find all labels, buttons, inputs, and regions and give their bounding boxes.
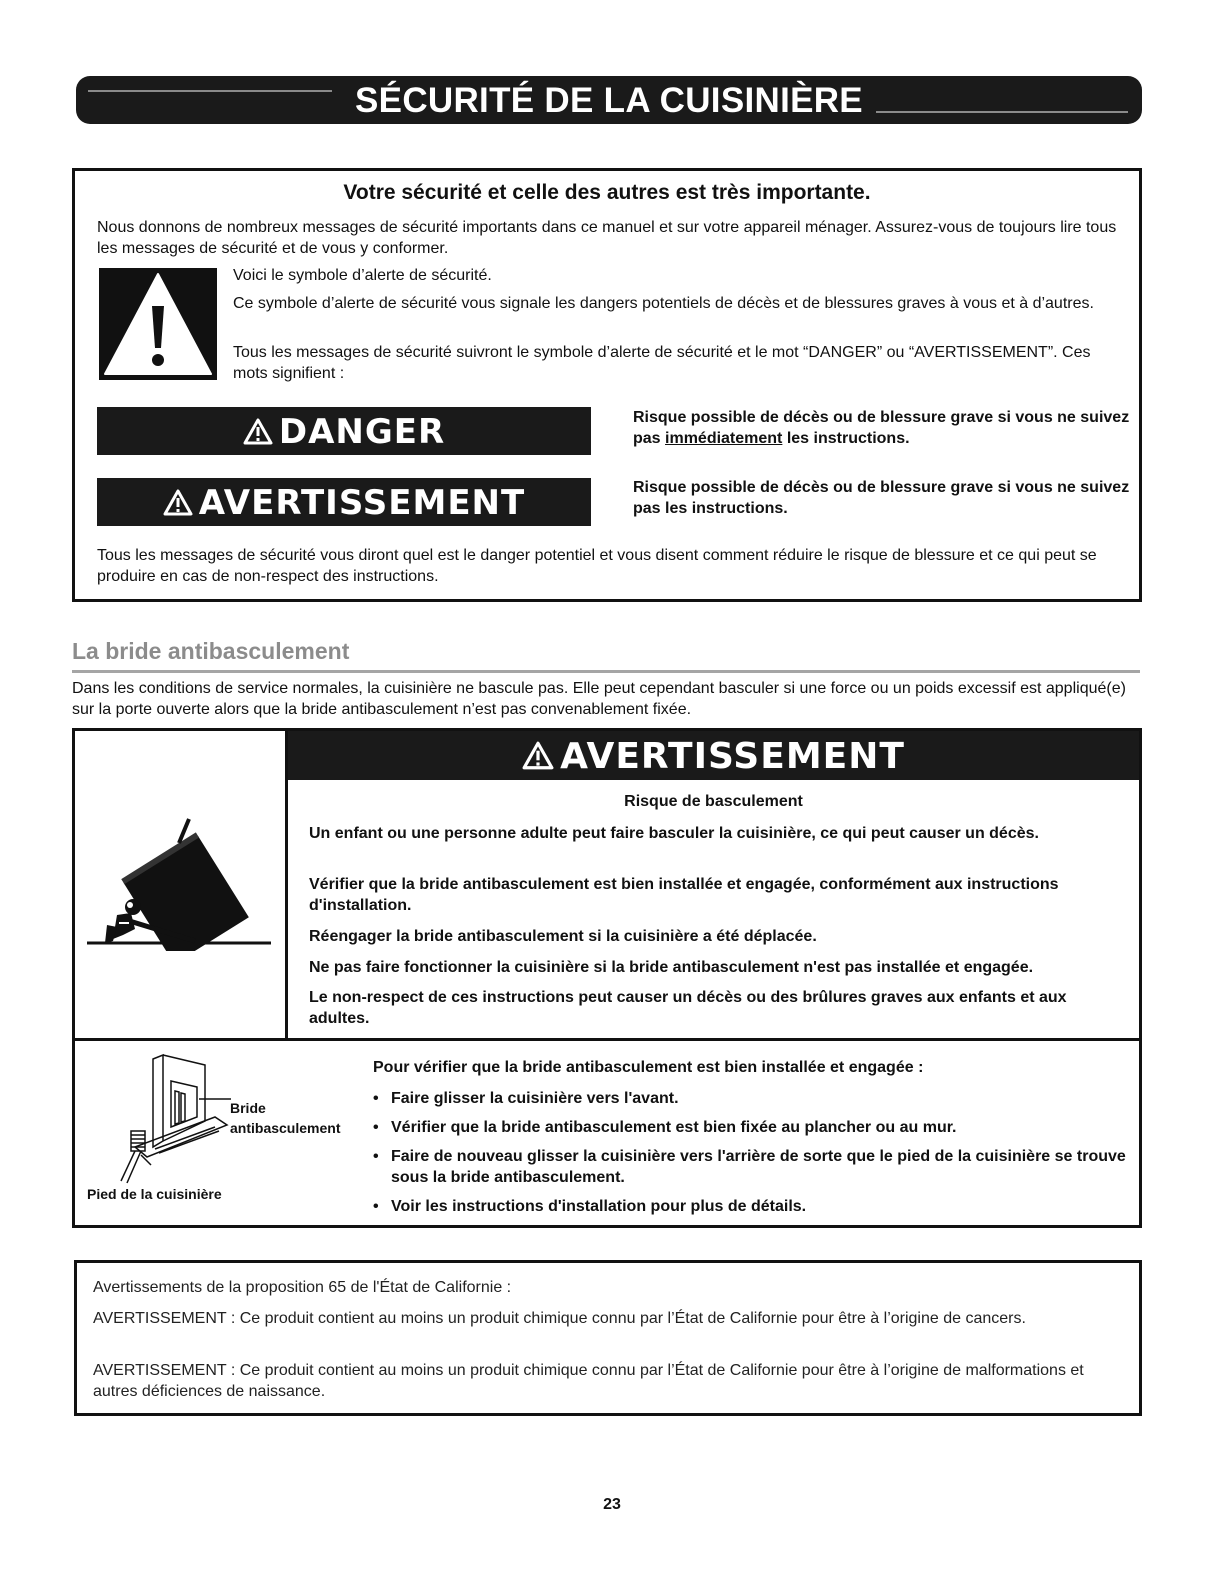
anti-tip-warning-box: [72, 728, 1142, 1228]
section-title: La bride antibasculement: [72, 638, 350, 664]
warning-label: AVERTISSEMENT: [198, 483, 526, 523]
symbol-description-1: Voici le symbole d’alerte de sécurité.: [233, 267, 492, 284]
danger-label: DANGER: [278, 412, 446, 452]
tip-warning-label: AVERTISSEMENT: [560, 736, 905, 777]
danger-signal-bar: [97, 407, 591, 455]
tip-warning-header: [288, 731, 1139, 780]
check-step: [373, 1146, 1151, 1188]
warning-signal-bar: [97, 478, 591, 526]
danger-meaning-emphasis: immédiatement: [665, 430, 783, 447]
page-number: 23: [603, 1496, 621, 1513]
bracket-illustration: [115, 1051, 235, 1194]
warning-line: Vérifier que la bride antibasculement est bien installée et engagée, conformément aux instructions d'installation.: [309, 876, 1059, 914]
warning-line: Un enfant ou une personne adulte peut faire basculer la cuisinière, ce qui peut causer un décès.: [309, 825, 1039, 842]
symbol-description-3: Tous les messages de sécurité suivront le symbole d’alerte de sécurité et le mot “DANGER” ou “AVERTISSEMENT”. Ces mots signifient :: [233, 344, 1091, 382]
check-step-text: Vérifier que la bride antibasculement est bien fixée au plancher ou au mur.: [391, 1119, 957, 1136]
title-banner: [76, 76, 1142, 124]
safety-info-box: [72, 168, 1142, 602]
section-rule: [72, 670, 1140, 673]
bracket-label: [230, 1098, 340, 1138]
bullet: •: [373, 1148, 379, 1165]
check-step-text: Faire glisser la cuisinière vers l'avant.: [391, 1090, 679, 1107]
safety-heading: Votre sécurité et celle des autres est très importante.: [343, 181, 871, 204]
bracket-label-line2: antibasculement: [230, 1120, 341, 1136]
prop65-warning-1: AVERTISSEMENT : Ce produit contient au moins un produit chimique connu par l’État de Californie pour être à l’origine de cancers.: [93, 1310, 1026, 1327]
safety-alert-symbol-icon: [99, 268, 217, 380]
danger-meaning: [633, 407, 1133, 449]
warning-line: Le non-respect de ces instructions peut causer un décès ou des brûlures graves aux enfants et aux adultes.: [309, 989, 1067, 1027]
warning-meaning: Risque possible de décès ou de blessure grave si vous ne suivez pas les instructions.: [633, 479, 1130, 517]
warning-line: Réengager la bride antibasculement si la cuisinière a été déplacée.: [309, 928, 817, 945]
warning-triangle-icon: [522, 741, 554, 770]
bullet: •: [373, 1119, 379, 1136]
check-step: [373, 1117, 1151, 1138]
risk-title: Risque de basculement: [624, 793, 803, 810]
symbol-description-2: Ce symbole d’alerte de sécurité vous signale les dangers potentiels de décès et de blessures graves à vous et à d’autres.: [233, 295, 1094, 312]
safety-intro: Nous donnons de nombreux messages de sécurité importants dans ce manuel et sur votre appareil ménager. Assurez-vous de toujours lire tous les messages de sécurité et de vous y conformer.: [97, 219, 1117, 257]
bullet: •: [373, 1198, 379, 1215]
tip-over-illustration: [83, 801, 278, 956]
check-step: [373, 1088, 1151, 1109]
warning-line: Ne pas faire fonctionner la cuisinière si la bride antibasculement n'est pas installée et engagée.: [309, 959, 1034, 976]
prop65-title: Avertissements de la proposition 65 de l'État de Californie :: [93, 1279, 512, 1296]
warning-triangle-icon: [243, 418, 273, 445]
california-prop65-box: [74, 1260, 1142, 1416]
check-step-text: Faire de nouveau glisser la cuisinière vers l'arrière de sorte que le pied de la cuisinière se trouve sous la bride antibasculement.: [391, 1148, 1126, 1186]
page-title: SÉCURITÉ DE LA CUISINIÈRE: [355, 81, 863, 120]
bracket-label-line1: Bride: [230, 1100, 266, 1116]
bullet: •: [373, 1090, 379, 1107]
check-step-text: Voir les instructions d'installation pour plus de détails.: [391, 1198, 807, 1215]
check-step: [373, 1196, 1151, 1217]
danger-meaning-start: Risque possible de décès ou de blessure grave si vous ne suivez pas: [633, 409, 1130, 447]
danger-meaning-end: les instructions.: [782, 430, 910, 447]
check-intro: Pour vérifier que la bride antibasculement est bien installée et engagée :: [373, 1059, 924, 1076]
section-description: Dans les conditions de service normales, la cuisinière ne bascule pas. Elle peut cependant basculer si une force ou un poids excessif est appliqué(e) sur la porte ouverte alors que la bride antibasculement n’est pas convenablement fixée.: [72, 680, 1126, 718]
warning-triangle-icon: [163, 489, 193, 516]
divider-horizontal: [75, 1038, 1139, 1041]
safety-footer: Tous les messages de sécurité vous diront quel est le danger potentiel et vous disent comment réduire le risque de blessure et ce qui peut se produire en cas de non-respect des instructions.: [97, 547, 1097, 585]
foot-label: Pied de la cuisinière: [87, 1186, 222, 1202]
prop65-warning-2: AVERTISSEMENT : Ce produit contient au moins un produit chimique connu par l’État de Californie pour être à l’origine de malformations et autres déficiences de naissance.: [93, 1362, 1084, 1400]
